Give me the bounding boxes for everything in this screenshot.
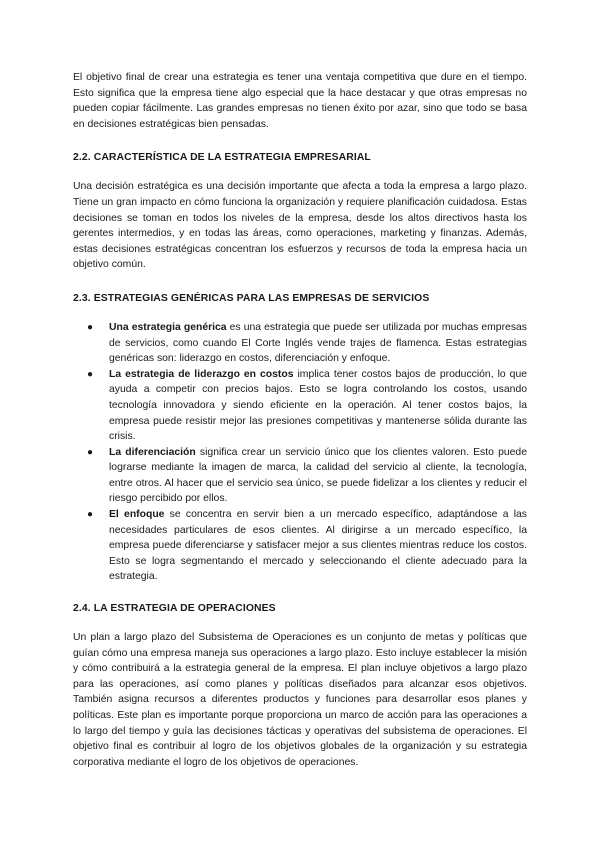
section-2-3-heading: 2.3. ESTRATEGIAS GENÉRICAS PARA LAS EMPRESAS DE SERVICIOS: [73, 292, 430, 304]
bullet-icon: ●: [87, 321, 94, 333]
list-item-text: implica tener costos bajos de producción, lo que ayuda a competir con precios bajos. Esto se logra controlando los costos, usando tecnología innovadora y siendo eficiente en la operación. Al tener costos bajos, la empresa puede resistir mejor las presiones competitivas y mantenerse sólida durante las crisis.: [109, 368, 527, 443]
list-item-focus: [73, 507, 527, 585]
list-item-term: Una estrategia genérica: [109, 321, 227, 333]
section-2-2-heading: 2.2. CARACTERÍSTICA DE LA ESTRATEGIA EMPRESARIAL: [73, 152, 371, 164]
list-item-text: significa crear un servicio único que los clientes valoren. Esto puede lograrse mediante la imagen de marca, la calidad del servicio al cliente, la tecnología, entre otros. Al hacer que el servicio sea único, se puede fidelizar a los clientes y reducir el riesgo percibido por ellos.: [109, 446, 527, 505]
bullet-icon: ●: [87, 509, 94, 521]
list-item-term: La diferenciación: [109, 446, 196, 458]
list-item-text: es una estrategia que puede ser utilizada por muchas empresas de servicios, como cuando El Corte Inglés vende trajes de flamenca. Estas estrategias genéricas son: liderazgo en costos, diferenciación y enfoque.: [109, 321, 527, 365]
section-2-4-paragraph: Un plan a largo plazo del Subsistema de Operaciones es un conjunto de metas y políticas que guían cómo una empresa maneja sus operaciones a largo plazo. Esto incluye establecer la misión y cómo contribuirá a la estrategia general de la empresa. El plan incluye objetivos a largo plazo para las operaciones, así como planes y políticas diseñados para alcanzar esos objetivos. También asigna recursos a diferentes productos y funciones para desarrollar esos planes y políticas. Este plan es importante porque proporciona un marco de acción para las operaciones a lo largo del tiempo y guía las decisiones tácticas y operativas del subsistema de operaciones. El objetivo final es contribuir al logro de los objetivos globales de la organización y su estrategia corporativa mediante el logro de los objetivos de operaciones.: [73, 632, 527, 768]
list-item-text: se concentra en servir bien a un mercado específico, adaptándose a las necesidades particulares de esos clientes. Al dirigirse a un mercado específico, la empresa puede diferenciarse y satisfacer mejor a sus clientes mientras reduce los costos. Esto se logra segmentando el mercado y seleccionando el cliente adecuado para la estrategia.: [109, 509, 527, 583]
section-2-4-heading: 2.4. LA ESTRATEGIA DE OPERACIONES: [73, 603, 276, 615]
bullet-icon: ●: [87, 446, 94, 458]
list-item-term: El enfoque: [109, 509, 165, 521]
generic-strategies-list: [73, 320, 527, 585]
list-item-differentiation: [73, 445, 527, 507]
bullet-icon: ●: [87, 368, 94, 380]
intro-paragraph: El objetivo final de crear una estrategia es tener una ventaja competitiva que dure en el tiempo. Esto significa que la empresa tiene algo especial que la hace destacar y que otras empresas no pueden copiar fácilmente. Las grandes empresas no tienen éxito por azar, sino que todo se basa en decisiones estratégicas bien pensadas.: [73, 72, 527, 130]
list-item-term: La estrategia de liderazgo en costos: [109, 368, 294, 380]
list-item-cost-leadership: [73, 367, 527, 445]
document-page: [73, 70, 527, 770]
list-item-generic-strategy: [73, 320, 527, 367]
section-2-2-paragraph: Una decisión estratégica es una decisión importante que afecta a toda la empresa a largo plazo. Tiene un gran impacto en cómo funciona la organización y requiere planificación cuidadosa. Estas decisiones se toman en todos los niveles de la empresa, desde los altos directivos hasta los gerentes intermedios, y en todas las áreas, como operaciones, marketing y finanzas. Además, estas decisiones estratégicas concentran los esfuerzos y recursos de toda la empresa hacia un objetivo común.: [73, 181, 527, 271]
